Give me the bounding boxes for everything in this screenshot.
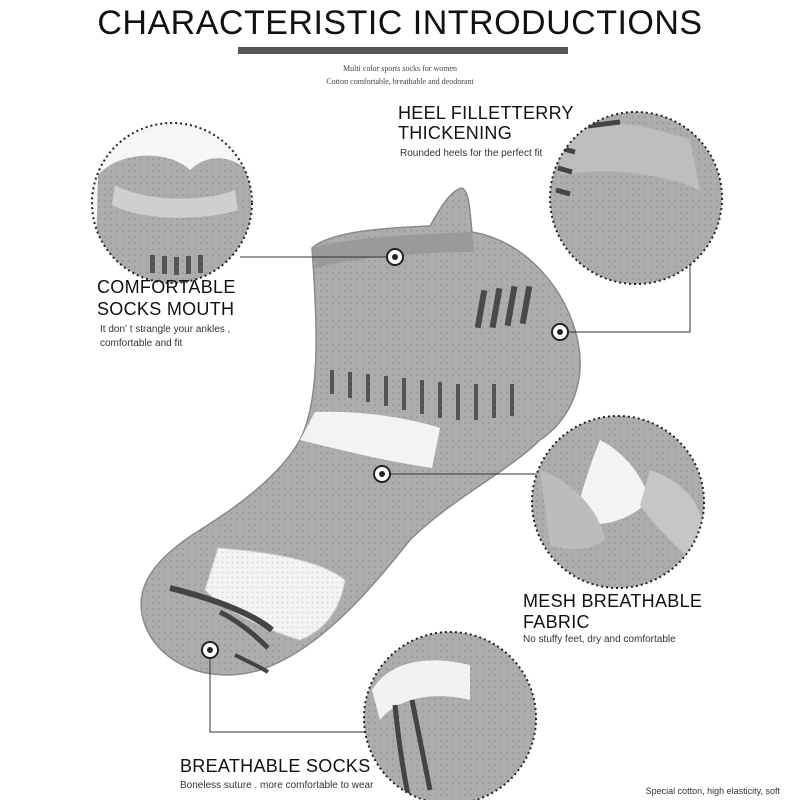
- subtitle-line-2: Cotton comfortable, breathable and deodorant: [326, 77, 474, 86]
- mesh-feature-title-line2: FABRIC: [523, 612, 590, 632]
- mouth-feature-title-line2: SOCKS MOUTH: [97, 299, 235, 319]
- breathable-feature-description: Boneless suture . more comfortable to wear: [180, 780, 374, 791]
- title-underline-bar: [238, 47, 568, 54]
- subtitle-line-1: Multi color sports socks for women: [343, 64, 457, 73]
- mesh-feature-title-line1: MESH BREATHABLE: [523, 591, 703, 611]
- heel-feature-title-line2: THICKENING: [398, 123, 513, 143]
- mouth-feature-description: It don' t strangle your ankles , comfortable and fit: [100, 324, 231, 349]
- detail-circle-heel: [548, 110, 728, 290]
- page-title: CHARACTERISTIC INTRODUCTIONS: [97, 4, 703, 42]
- detail-circle-mesh: [530, 415, 710, 595]
- breathable-feature-title: BREATHABLE SOCKS: [180, 756, 371, 776]
- detail-circle-socks-mouth: [90, 120, 260, 290]
- footer-note: Special cotton, high elasticity, soft: [645, 786, 780, 796]
- detail-circle-toe: [362, 630, 542, 800]
- heel-feature-title-line1: HEEL FILLETTERRY: [398, 103, 574, 123]
- mouth-feature-title-line1: COMFORTABLE: [97, 277, 236, 297]
- heel-feature-description: Rounded heels for the perfect fit: [400, 148, 543, 159]
- mesh-feature-description: No stuffy feet, dry and comfortable: [523, 634, 676, 645]
